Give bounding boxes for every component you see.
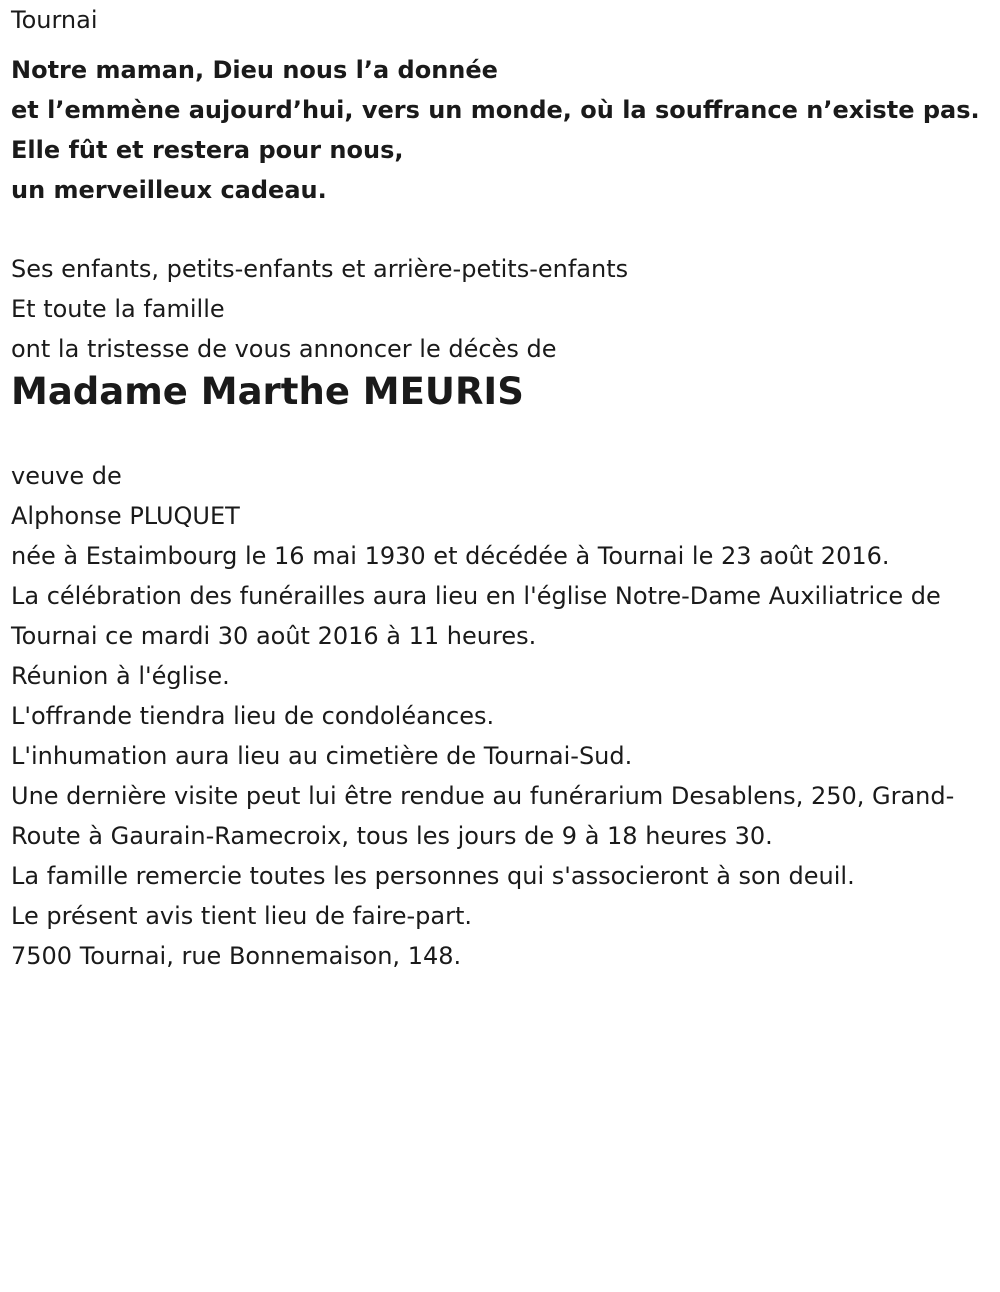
thanks-note: La famille remercie toutes les personnes qui s'associeront à son deuil. — [11, 862, 855, 890]
burial-note: L'inhumation aura lieu au cimetière de Tournai-Sud. — [11, 742, 633, 770]
widow-info — [11, 456, 986, 536]
city-header: Tournai — [11, 6, 98, 34]
verse-line: et l’emmène aujourd’hui, vers un monde, où la souffrance n’existe pas. — [11, 96, 980, 124]
funeral-ceremony: La célébration des funérailles aura lieu en l'église Notre-Dame Auxiliatrice de Tournai ce mardi 30 août 2016 à 11 heures. — [11, 582, 941, 650]
family-address: 7500 Tournai, rue Bonnemaison, 148. — [11, 942, 462, 970]
memorial-verse — [11, 50, 986, 210]
meeting-place: Réunion à l'église. — [11, 662, 230, 690]
announcement-text: ont la tristesse de vous annoncer le décès de — [11, 335, 557, 363]
verse-line: Elle fût et restera pour nous, — [11, 136, 404, 164]
family-members — [11, 249, 986, 329]
verse-line: un merveilleux cadeau. — [11, 176, 327, 204]
birth-death-dates: née à Estaimbourg le 16 mai 1930 et décédée à Tournai le 23 août 2016. — [11, 542, 890, 570]
family-line: Ses enfants, petits-enfants et arrière-petits-enfants — [11, 255, 629, 283]
visitation-note: Une dernière visite peut lui être rendue au funérarium Desablens, 250, Grand-Route à Gaurain-Ramecroix, tous les jours de 9 à 18 heures 30. — [11, 782, 955, 850]
notice-note: Le présent avis tient lieu de faire-part. — [11, 902, 473, 930]
deceased-name: Madame Marthe MEURIS — [11, 370, 524, 413]
widow-of-label: veuve de — [11, 462, 122, 490]
obituary-notice — [11, 0, 986, 976]
offering-note: L'offrande tiendra lieu de condoléances. — [11, 702, 495, 730]
family-line: Et toute la famille — [11, 295, 225, 323]
verse-line: Notre maman, Dieu nous l’a donnée — [11, 56, 498, 84]
spouse-name: Alphonse PLUQUET — [11, 502, 240, 530]
